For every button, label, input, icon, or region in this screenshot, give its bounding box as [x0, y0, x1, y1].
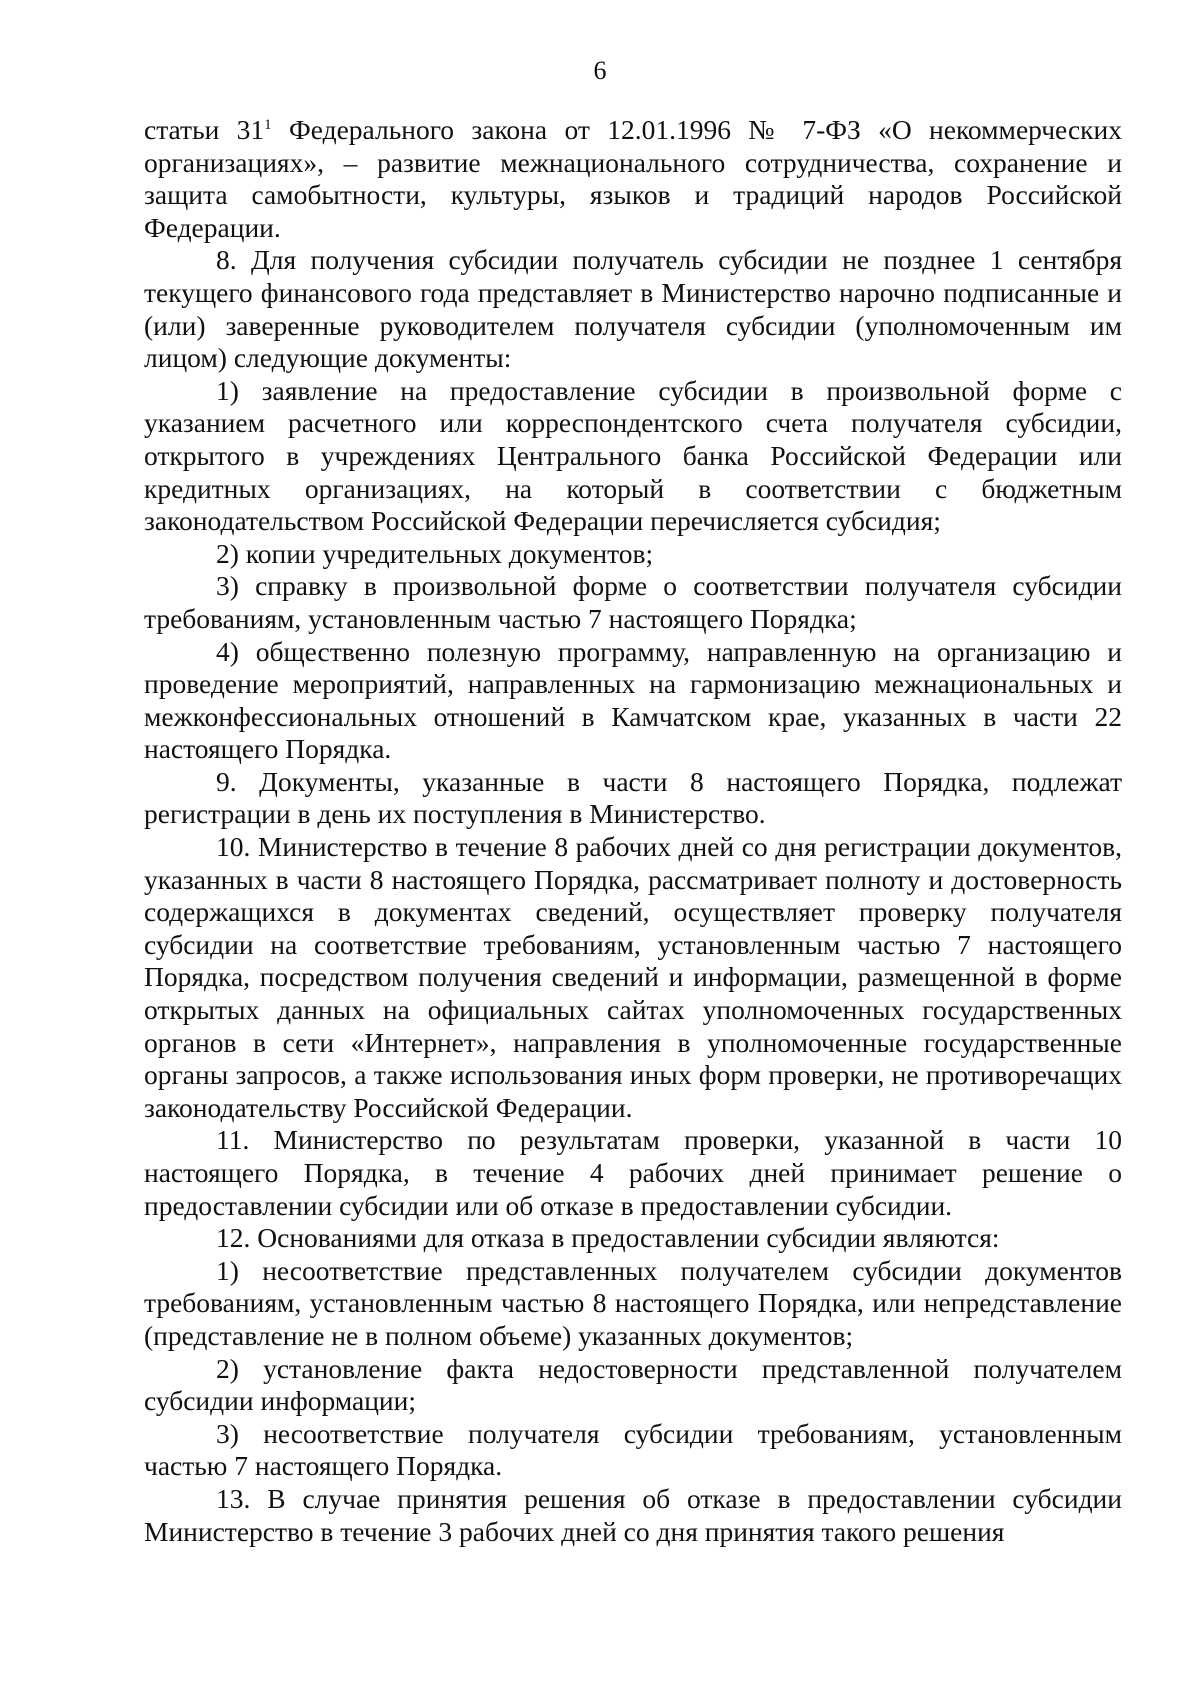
paragraph-item-10: 10. Министерство в течение 8 рабочих дней со дня регистрации документов, указанных в части 8 настоящего Порядка, рассматривает полноту и достоверность содержащихся в документах сведений, осуществляет проверку получателя субсидии на соответствие требованиям, установленным частью 7 настоящего Порядка, посредством получения сведений и информации, размещенной в форме открытых данных на официальных сайтах уполномоченных государственных органов в сети «Интернет», направления в уполномоченные государственные органы запросов, а также использования иных форм проверки, не противоречащих законодательству Российской Федерации.: [144, 831, 1122, 1123]
subitem-8-3: 3) справку в произвольной форме о соответствии получателя субсидии требованиям, установленным частью 7 настоящего Порядка;: [144, 570, 1122, 634]
superscript-index: 1: [264, 116, 272, 133]
subitem-8-2: 2) копии учредительных документов;: [216, 537, 654, 569]
document-body: [144, 114, 1122, 1548]
subitem-8-1: 1) заявление на предоставление субсидии в произвольной форме с указанием расчетного или корреспондентского счета получателя субсидии, открытого в учреждениях Центрального банка Российской Федерации или кредитных организациях, на который в соответствии с бюджетным законодательством Российской Федерации перечисляется субсидия;: [144, 374, 1122, 537]
paragraph-item-8: 8. Для получения субсидии получатель субсидии не позднее 1 сентября текущего финансового года представляет в Министерство нарочно подписанные и (или) заверенные руководителем получателя субсидии (уполномоченным им лицом) следующие документы:: [144, 244, 1122, 374]
subitem-12-2: 2) установление факта недостоверности представленной получателем субсидии информации;: [144, 1352, 1122, 1417]
subitem-12-1: 1) несоответствие представленных получателем субсидии документов требованиям, установленным частью 8 настоящего Порядка, или непредставление (представление не в полном объеме) указанных документов;: [144, 1254, 1122, 1351]
subitem-8-4: 4) общественно полезную программу, направленную на организацию и проведение мероприятий, направленных на гармонизацию межнациональных и межконфессиональных отношений в Камчатском крае, указанных в части 22 настоящего Порядка.: [144, 635, 1122, 765]
paragraph-continuation: [144, 114, 1122, 244]
text-span: Федерального закона от 12.01.1996 № 7-ФЗ «О некоммерческих организациях», – развитие межнационального сотрудничества, сохранение и защита самобытности, культуры, языков и традиций народов Российской Федерации.: [144, 114, 1122, 243]
page-number: 6: [593, 56, 607, 85]
paragraph-item-12: 12. Основаниями для отказа в предоставлении субсидии являются:: [216, 1222, 1000, 1254]
paragraph-item-13: 13. В случае принятия решения об отказе в предоставлении субсидии Министерство в течение 3 рабочих дней со дня принятия такого решения: [144, 1482, 1122, 1547]
paragraph-item-11: 11. Министерство по результатам проверки, указанной в части 10 настоящего Порядка, в течение 4 рабочих дней принимает решение о предоставлении субсидии или об отказе в предоставлении субсидии.: [144, 1124, 1122, 1221]
paragraph-item-9: 9. Документы, указанные в части 8 настоящего Порядка, подлежат регистрации в день их поступления в Министерство.: [144, 765, 1122, 830]
text-span: статьи 31: [144, 114, 265, 145]
subitem-12-3: 3) несоответствие получателя субсидии требованиям, установленным частью 7 настоящего Порядка.: [144, 1417, 1122, 1482]
